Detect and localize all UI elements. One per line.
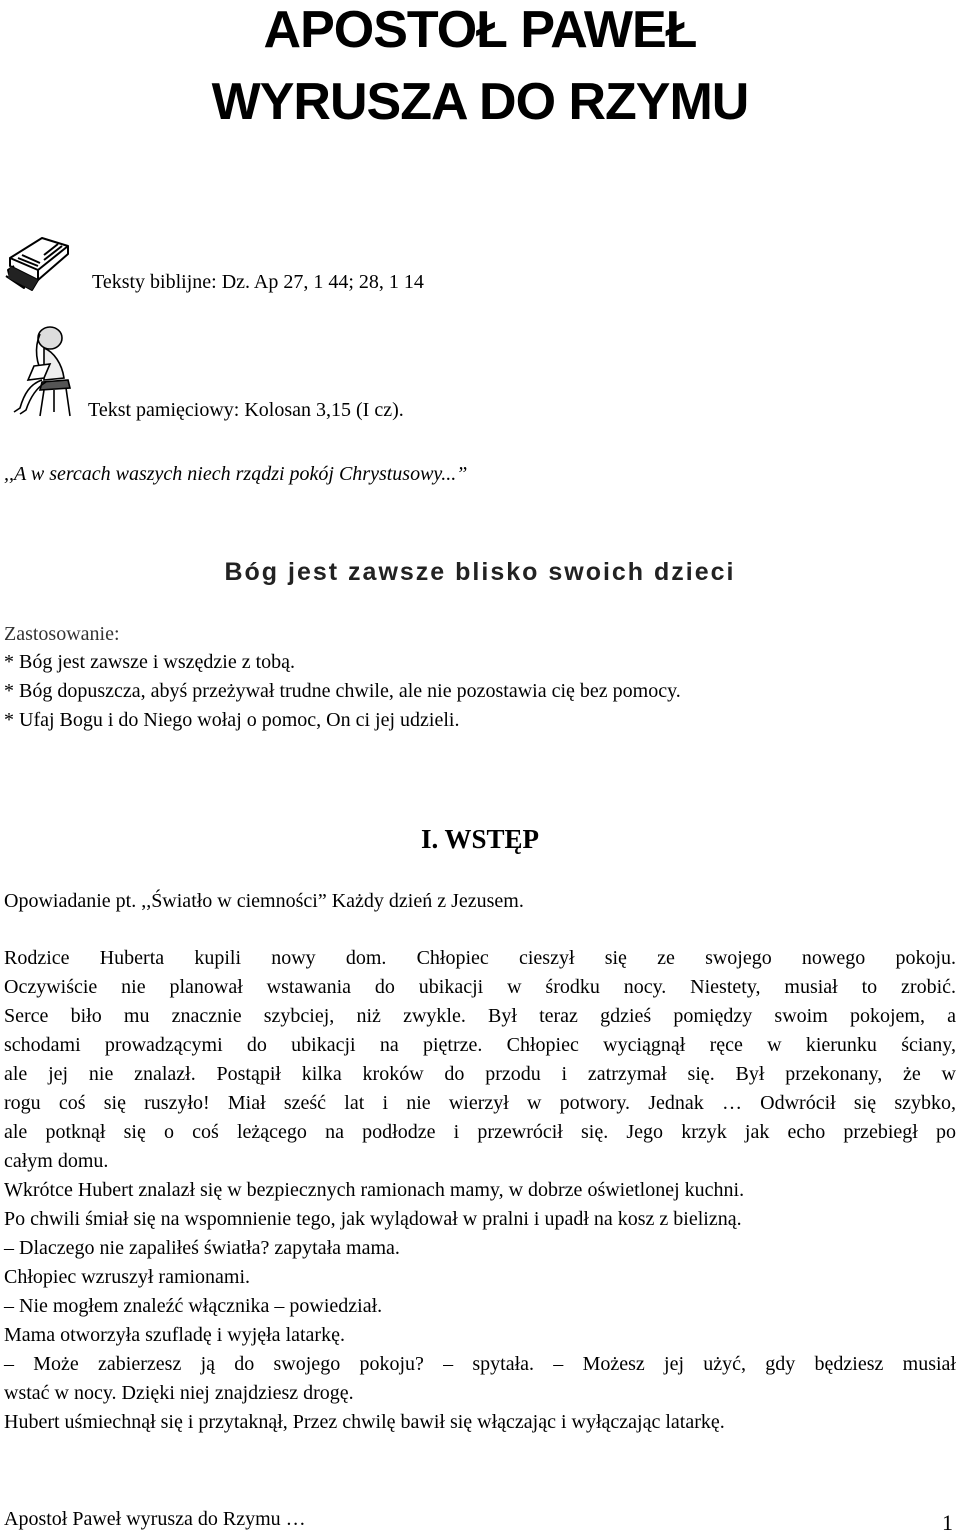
bible-texts-reference: Teksty biblijne: Dz. Ap 27, 1 44; 28, 1 14 bbox=[92, 271, 424, 293]
memory-verse: ,,A w sercach waszych niech rządzi pokój Chrystusowy...” bbox=[4, 463, 468, 485]
story-line: całym domu. bbox=[4, 1150, 109, 1172]
story-line: – Może zabierzesz ją do swojego pokoju? – spytała. – Możesz jej użyć, gdy będziesz musiał bbox=[4, 1353, 956, 1375]
story-line: ale jej nie znalazł. Postąpił kilka kroków do przodu i zatrzymał się. Był przekonany, że w bbox=[4, 1063, 956, 1085]
application-item: * Bóg dopuszcza, abyś przeżywał trudne chwile, ale nie pozostawia cię bez pomocy. bbox=[4, 680, 681, 702]
story-line: – Dlaczego nie zapaliłeś światła? zapytała mama. bbox=[4, 1237, 400, 1259]
story-line: Po chwili śmiał się na wspomnienie tego, jak wylądował w pralni i upadł na kosz z bielizną. bbox=[4, 1208, 742, 1230]
story-paragraph-2 bbox=[4, 1176, 956, 1437]
story-intro: Opowiadanie pt. ,,Światło w ciemności” Każdy dzień z Jezusem. bbox=[4, 890, 524, 912]
story-paragraph-1 bbox=[4, 944, 956, 1176]
story-line: Oczywiście nie planował wstawania do ubikacji w środku nocy. Niestety, musiał to zrobić. bbox=[4, 976, 956, 998]
story-line: Rodzice Huberta kupili nowy dom. Chłopiec cieszył się ze swojego nowego pokoju. bbox=[4, 947, 956, 969]
application-item: * Ufaj Bogu i do Niego wołaj o pomoc, On ci jej udzieli. bbox=[4, 709, 460, 731]
application-heading: Zastosowanie: bbox=[4, 623, 120, 645]
open-book-icon bbox=[4, 236, 74, 294]
story-line: Serce biło mu znacznie szybciej, niż zwykle. Był teraz gdzieś pomiędzy swoim pokojem, a bbox=[4, 1005, 956, 1027]
document-title-line1: APOSTOŁ PAWEŁ bbox=[263, 1, 697, 59]
story-line: Mama otworzyła szufladę i wyjęła latarkę. bbox=[4, 1324, 345, 1346]
memory-verse-reference: Tekst pamięciowy: Kolosan 3,15 (I cz). bbox=[88, 399, 404, 421]
story-line: Wkrótce Hubert znalazł się w bezpiecznych ramionach mamy, w dobrze oświetlonej kuchni. bbox=[4, 1179, 745, 1201]
document-title-line2: WYRUSZA DO RZYMU bbox=[211, 73, 749, 131]
section-heading: I. WSTĘP bbox=[420, 824, 540, 854]
story-line: rogu coś się ruszyło! Miał sześć lat i nie wierzył w potwory. Jednak … Odwrócił się szybko, bbox=[4, 1092, 956, 1114]
application-item: * Bóg jest zawsze i wszędzie z tobą. bbox=[4, 651, 296, 673]
story-line: ale potknął się o coś leżącego na podłodze i przewrócił się. Jego krzyk jak echo przebiegł po bbox=[4, 1121, 956, 1143]
story-line: – Nie mogłem znaleźć włącznika – powiedział. bbox=[4, 1295, 383, 1317]
story-line: wstać w nocy. Dzięki niej znajdziesz drogę. bbox=[4, 1382, 354, 1404]
reading-girl-icon bbox=[4, 324, 76, 418]
lesson-theme: Bóg jest zawsze blisko swoich dzieci bbox=[224, 558, 736, 586]
story-line: Chłopiec wzruszył ramionami. bbox=[4, 1266, 251, 1288]
page-number: 1 bbox=[942, 1510, 953, 1535]
story-line: Hubert uśmiechnął się i przytaknął, Przez chwilę bawił się włączając i wyłączając latarkę. bbox=[4, 1411, 725, 1433]
footer-text: Apostoł Paweł wyrusza do Rzymu … bbox=[4, 1508, 306, 1530]
story-line: schodami prowadzącymi do ubikacji na piętrze. Chłopiec wyciągnął ręce w kierunku ściany, bbox=[4, 1034, 956, 1056]
